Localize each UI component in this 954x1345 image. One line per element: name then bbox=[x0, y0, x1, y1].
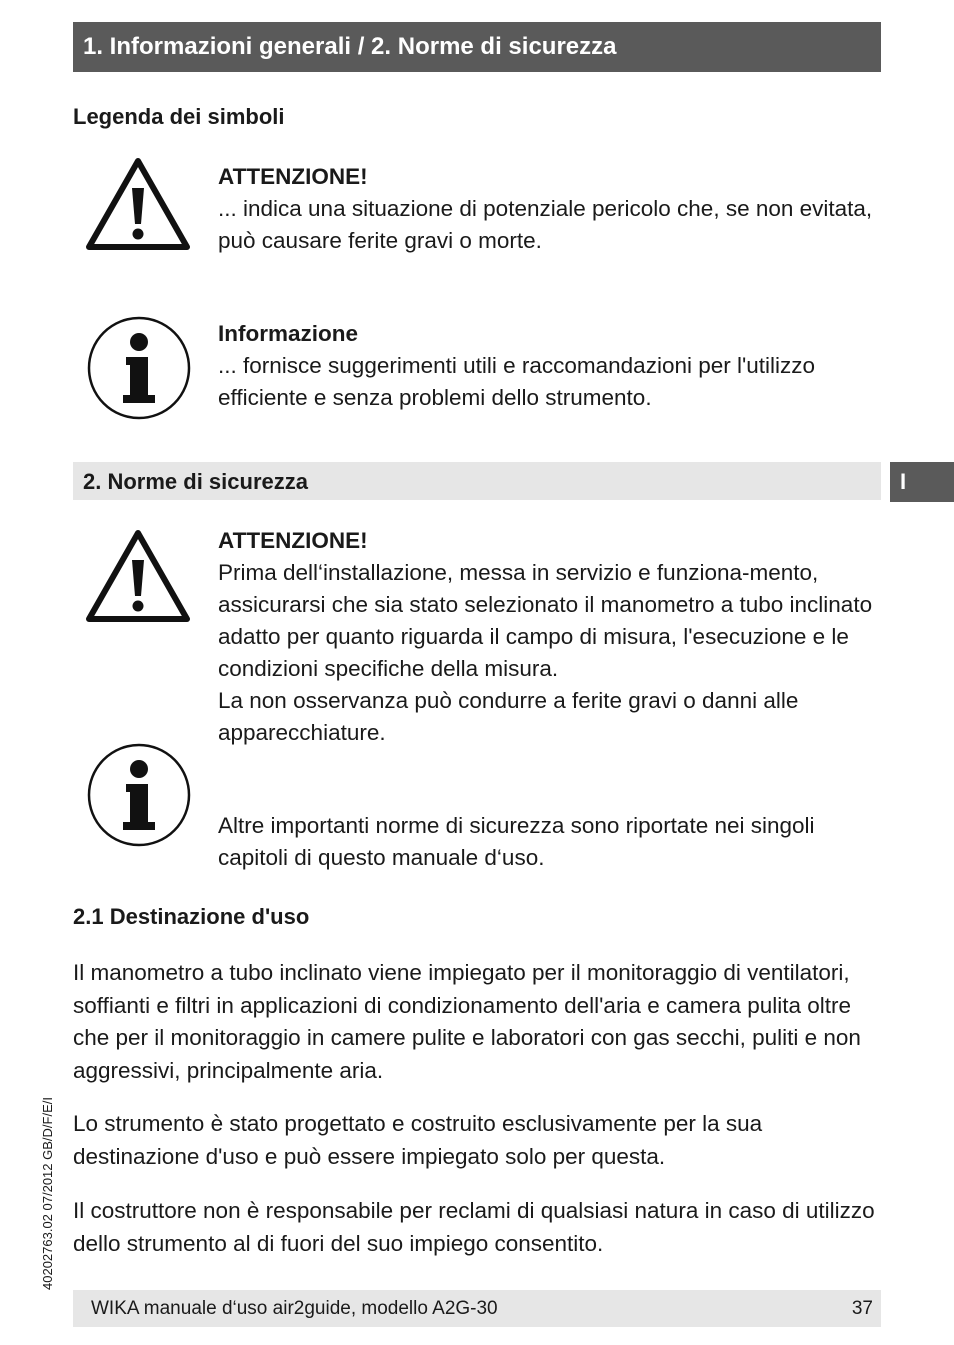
section-safety-title: 2. Norme di sicurezza bbox=[83, 469, 308, 494]
warning-triangle-icon bbox=[84, 156, 192, 252]
page-header-title: 1. Informazioni generali / 2. Norme di sicurezza bbox=[83, 33, 617, 60]
intended-use-paragraph: Lo strumento è stato progettato e costruito esclusivamente per la sua destinazione d'uso e può essere impiegato solo per questa. bbox=[73, 1111, 763, 1169]
warning-triangle-icon bbox=[84, 528, 192, 624]
intended-use-heading: 2.1 Destinazione d'uso bbox=[73, 904, 310, 929]
page-footer bbox=[73, 1290, 881, 1327]
safety-warning-block bbox=[218, 525, 878, 749]
intended-use-paragraph: Il manometro a tubo inclinato viene impiegato per il monitoraggio di ventilatori, soffianti e filtri in applicazioni di condizionamento dell'aria e camera pulita oltre che per il monitoraggio in camere pulite e laboratori con gas secchi, puliti e non aggressivi, principalmente aria. bbox=[73, 960, 861, 1083]
safety-warning-title: ATTENZIONE! bbox=[218, 528, 368, 553]
safety-info-block bbox=[218, 810, 878, 874]
language-tab-label: I bbox=[900, 469, 907, 494]
page-number: 37 bbox=[851, 1298, 873, 1319]
intended-use-paragraph: Il costruttore non è responsabile per reclami di qualsiasi natura in caso di utilizzo dello strumento al di fuori del suo impiego consentito. bbox=[73, 1198, 875, 1256]
safety-warning-text-2: La non osservanza può condurre a ferite gravi o danni alle apparecchiature. bbox=[218, 688, 799, 745]
legend-warning-block bbox=[218, 161, 878, 257]
info-circle-icon bbox=[86, 742, 192, 848]
legend-heading: Legenda dei simboli bbox=[73, 104, 285, 129]
safety-info-text: Altre importanti norme di sicurezza sono riportate nei singoli capitoli di questo manuale d‘uso. bbox=[218, 813, 815, 870]
section-safety-header bbox=[73, 462, 881, 500]
info-circle-icon bbox=[86, 315, 192, 421]
language-tab bbox=[890, 462, 954, 502]
page-header bbox=[73, 22, 881, 72]
legend-warning-title: ATTENZIONE! bbox=[218, 164, 368, 189]
legend-info-block bbox=[218, 318, 878, 414]
legend-info-text: ... fornisce suggerimenti utili e raccomandazioni per l'utilizzo efficiente e senza problemi dello strumento. bbox=[218, 353, 816, 410]
legend-warning-text: ... indica una situazione di potenziale pericolo che, se non evitata, può causare ferite gravi o morte. bbox=[218, 196, 873, 253]
safety-warning-text-1: Prima dell‘installazione, messa in servizio e funziona-mento, assicurarsi che sia stato selezionato il manometro a tubo inclinato adatto per quanto riguarda il campo di misura, l'esecuzione e le condizioni specifiche della misura. bbox=[218, 560, 873, 681]
footer-text: WIKA manuale d‘uso air2guide, modello A2G-30 bbox=[91, 1298, 498, 1319]
legend-info-title: Informazione bbox=[218, 321, 359, 346]
document-code: 40202763.02 07/2012 GB/D/F/E/I bbox=[40, 1097, 55, 1290]
